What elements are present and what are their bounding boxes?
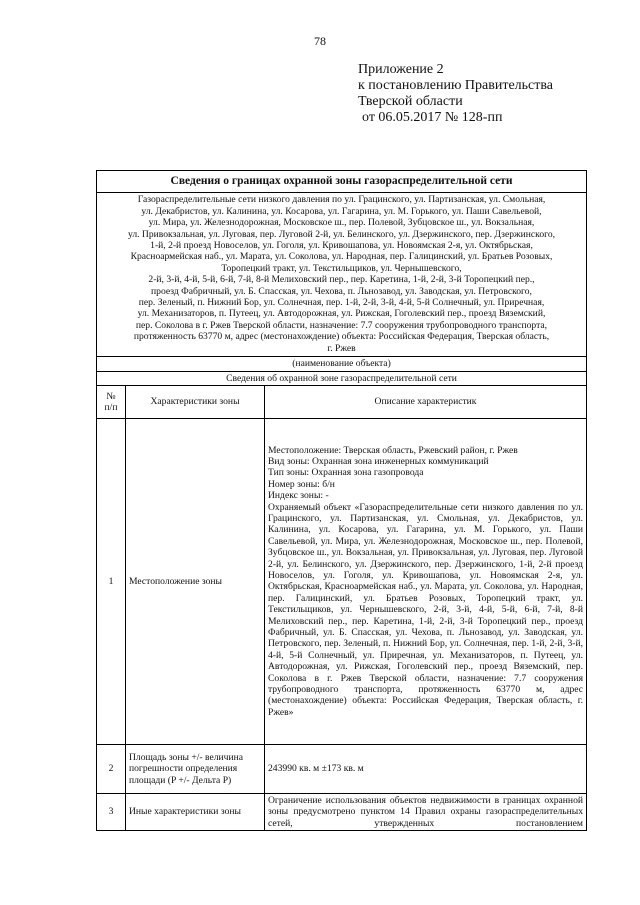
desc-line: Номер зоны: б/н <box>268 478 335 490</box>
header-num <box>97 385 126 418</box>
table-header-row <box>97 385 586 418</box>
object-line: г. Ржев <box>327 342 356 354</box>
object-line: 1-й, 2-й проезд Новоселов, ул. Гоголя, ул. Кривошапова, ул. Новоямская 2-я, ул. Октябрьская, <box>150 240 533 252</box>
row-description: 243990 кв. м ±173 кв. м <box>265 744 587 793</box>
object-caption: (наименование объекта) <box>97 356 586 370</box>
row-characteristic: Местоположение зоны <box>126 418 265 744</box>
table-row <box>97 744 586 793</box>
appendix-line-4: от 06.05.2017 № 128-пп <box>362 110 503 125</box>
row-description <box>265 418 587 744</box>
desc-restriction: Ограничение использования объектов недвижимости в границах охранной зоны предусмотрено пунктом 14 Правил охраны газораспределительных сетей, утвержденных постановлением <box>268 794 583 829</box>
table-row <box>97 793 586 830</box>
table-title: Сведения об охранной зоне газораспределительной сети <box>97 371 586 385</box>
object-line: Торопецкий тракт, ул. Текстильщиков, ул. Чернышевского, <box>221 262 462 274</box>
header-characteristic: Характеристики зоны <box>126 385 265 418</box>
object-line: пер. Зеленый, п. Нижний Бор, ул. Солнечная, пер. 1-й, 2-й, 3-й, 4-й, 5-й Солнечный, ул. Приречная, <box>138 297 545 309</box>
object-line: проезд Фабричный, ул. Б. Спасская, ул. Чехова, п. Льнозавод, ул. Заводская, ул. Петровского, <box>151 285 532 297</box>
appendix-line-1: Приложение 2 <box>358 62 444 77</box>
zone-characteristics-table <box>97 385 586 830</box>
object-line: ул. Мира, ул. Железнодорожная, Московское ш., пер. Полевой, Зубцовское ш., ул. Вокзальная, <box>148 217 535 229</box>
row-characteristic: Площадь зоны +/- величина погрешности определения площади (P +/- Дельта P) <box>126 744 265 793</box>
row-characteristic: Иные характеристики зоны <box>126 793 265 830</box>
row-num: 1 <box>97 418 126 744</box>
appendix-line-2: к постановлению Правительства <box>358 78 554 93</box>
object-line: пер. Соколова в г. Ржев Тверской области, назначение: 7.7 сооружения трубопроводного транспорта, <box>135 319 548 331</box>
desc-line: Индекс зоны: - <box>268 490 329 502</box>
table-row <box>97 418 586 744</box>
header-description: Описание характеристик <box>265 385 587 418</box>
desc-line: Тип зоны: Охранная зона газопровода <box>268 467 424 479</box>
header-num-text: № п/п <box>104 390 118 413</box>
section-title: Сведения о границах охранной зоны газораспределительной сети <box>97 171 586 193</box>
page-number: 78 <box>314 34 326 48</box>
desc-protected-object: Охраняемый объект «Газораспределительные сети низкого давления по ул. Грацинского, ул. Партизанская, ул. Смольная, ул. Декабристов, ул. Калинина, ул. Косарова, ул. Гагарина, ул. М. Горького, ул. Паши Савельевой, ул. Мира, ул. Железнодорожная, Московское ш., пер. Полевой, Зубцовское ш., ул. Вокзальная, ул. Привокзальная, ул. Луговая, пер. Луговой 2-й, ул. Белинского, ул. Дзержинского, пер. Дзержинского, 1-й, 2-й проезд Новоселов, ул. Гоголя, ул. Кривошапова, ул. Новоямская 2-я, ул. Октябрьская, Красноармейская наб., ул. Марата, ул. Соколова, ул. Народная, пер. Галицинский, ул. Братьев Розовых, Торопецкий тракт, ул. Текстильщиков, ул. Чернышевского, 2-й, 3-й, 4-й, 5-й, 6-й, 7-й, 8-й Мелиховский пер., пер. Каретина, 1-й, 2-й, 3-й Торопецкий пер., проезд Фабричный, ул. Б. Спасская, ул. Чехова, п. Льнозавод, ул. Заводская, ул. Петровского, пер. Зеленый, п. Нижний Бор, ул. Солнечная, пер. 1-й, 2-й, 3-й, 4-й, 5-й Солнечный, ул. Приречная, ул. Механизаторов, п. Путеец, ул. Автодорожная, ул. Рижская, Гоголевский пер., проезд Вяземский, пер. Соколова в г. Ржев Тверской области, назначение: 7.7 сооружения трубопроводного транспорта, протяженность 63770 м, адрес (местонахождение) объекта: Российская Федерация, Тверская область, г. Ржев» <box>268 501 583 718</box>
object-name-block <box>97 193 586 356</box>
row-num: 3 <box>97 793 126 830</box>
object-line: Газораспределительные сети низкого давления по ул. Грацинского, ул. Партизанская, ул. Смольная, <box>137 194 546 206</box>
object-line: Красноармейская наб., ул. Марата, ул. Соколова, ул. Народная, пер. Галицинский, ул. Братьев Розовых, <box>130 251 553 263</box>
row-description <box>265 793 587 830</box>
object-line: ул. Декабристов, ул. Калинина, ул. Косарова, ул. Гагарина, ул. М. Горького, ул. Паши Савельевой, <box>141 205 542 217</box>
zone-info-frame <box>96 170 587 831</box>
object-line: ул. Привокзальная, ул. Луговая, пер. Луговой 2-й, ул. Белинского, ул. Дзержинского, пер. Дзержинского, <box>127 228 556 240</box>
row-num: 2 <box>97 744 126 793</box>
desc-line: Местоположение: Тверская область, Ржевский район, г. Ржев <box>268 444 518 456</box>
object-line: ул. Механизаторов, п. Путеец, ул. Автодорожная, ул. Рижская, Гоголевский пер., проезд Вяземский, <box>137 308 546 320</box>
appendix-line-3: Тверской области <box>358 94 463 109</box>
appendix-header <box>358 62 553 126</box>
object-line: протяженность 63770 м, адрес (местонахождение) объекта: Российская Федерация, Тверская область, <box>133 331 550 343</box>
desc-line: Вид зоны: Охранная зона инженерных коммуникаций <box>268 455 489 467</box>
object-line: 2-й, 3-й, 4-й, 5-й, 6-й, 7-й, 8-й Мелиховский пер., пер. Каретина, 1-й, 2-й, 3-й Торопецкий пер., <box>148 274 535 286</box>
